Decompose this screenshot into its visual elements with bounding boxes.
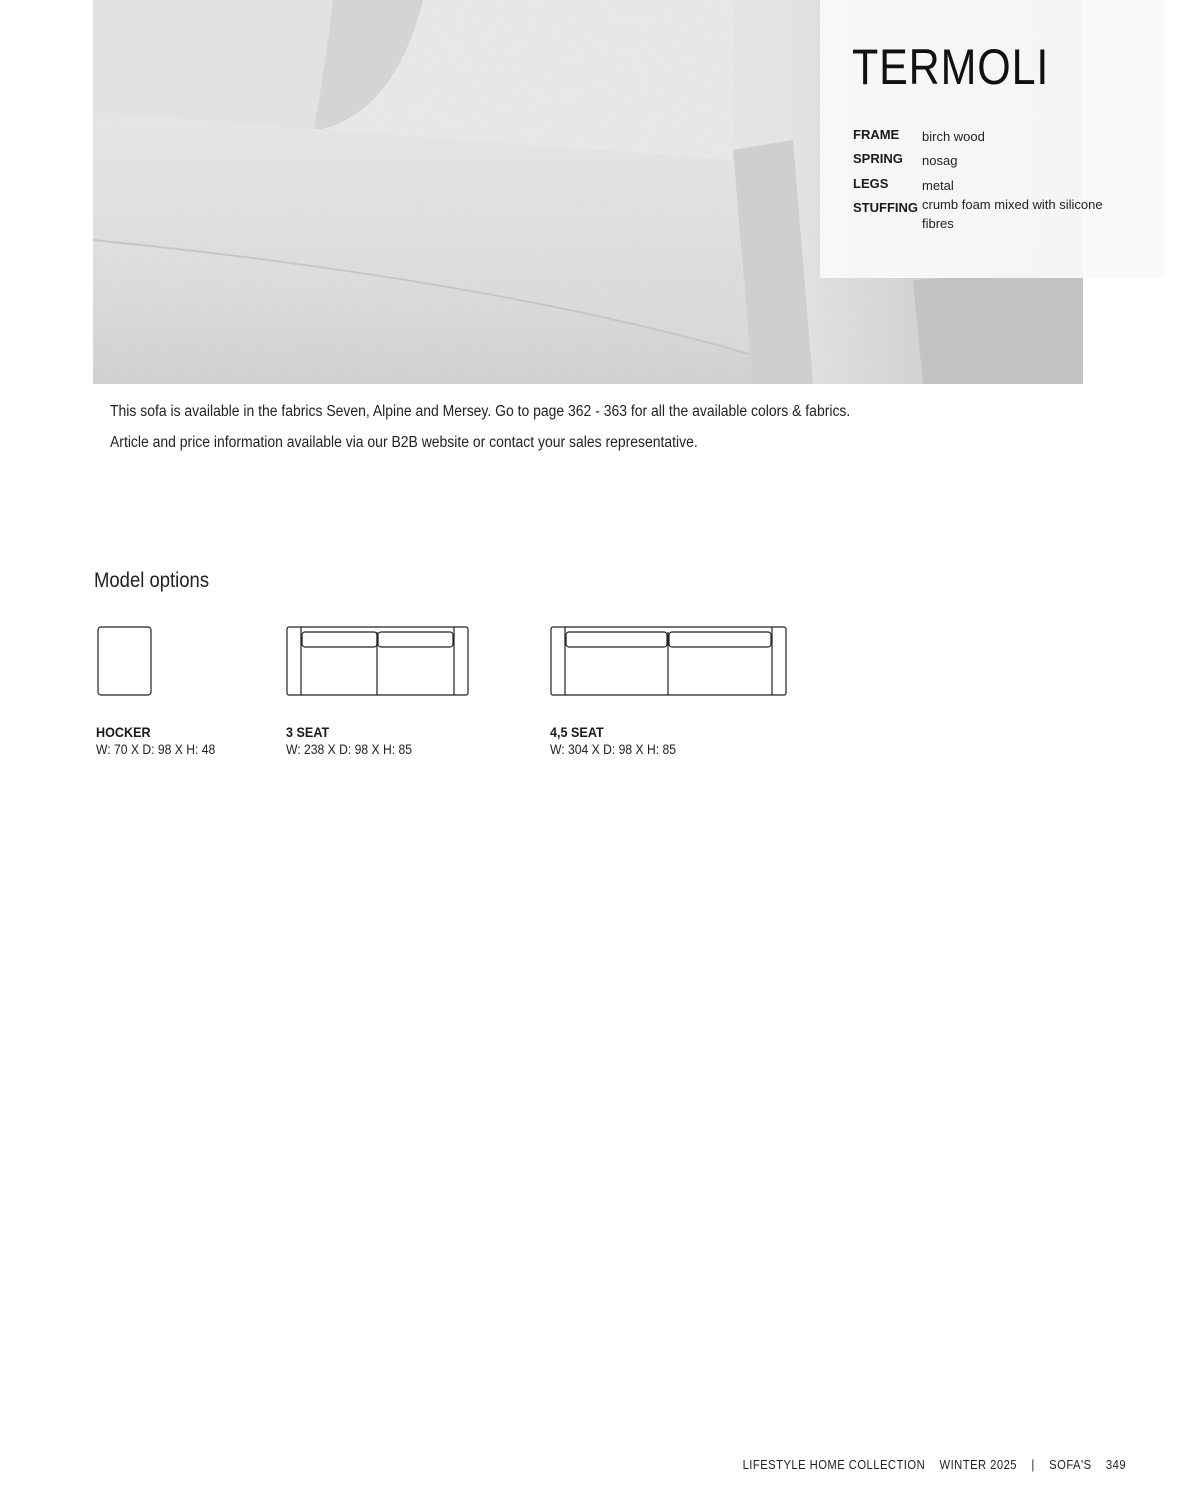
intro-pricing-text: Article and price information available via our B2B website or contact your sales representative. [110,434,698,451]
product-title: TERMOLI [852,39,1050,95]
footer-collection: LIFESTYLE HOME COLLECTION [742,1458,926,1472]
hero-photo [93,0,1103,384]
model-dimensions: W: 304 X D: 98 X H: 85 [550,742,677,757]
page-number: 349 [1105,1458,1126,1472]
model-name: 4,5 SEAT [550,724,604,740]
spec-value: crumb foam mixed with silicone fibres [922,197,1103,231]
spec-key: STUFFING [853,200,918,215]
hocker-diagram [97,626,153,696]
spec-key: LEGS [853,176,889,191]
spec-key: FRAME [853,127,900,142]
page-footer [732,1458,1126,1472]
spec-value: nosag [922,153,958,168]
footer-category: SOFA'S [1049,1458,1092,1472]
spec-key: SPRING [853,151,903,166]
4-5-seat-diagram [550,626,788,696]
footer-separator: | [1031,1458,1035,1472]
model-options-title: Model options [94,569,210,592]
model-dimensions: W: 238 X D: 98 X H: 85 [286,742,413,757]
footer-season: WINTER 2025 [939,1458,1017,1472]
spec-panel [820,0,1164,278]
3-seat-diagram [286,626,470,696]
spec-value: metal [922,178,954,193]
intro-fabrics-text: This sofa is available in the fabrics Seven, Alpine and Mersey. Go to page 362 - 363 for all the available colors & fabrics. [110,403,851,420]
model-dimensions: W: 70 X D: 98 X H: 48 [96,742,216,757]
model-name: HOCKER [96,724,151,740]
model-name: 3 SEAT [286,724,330,740]
spec-value: birch wood [922,129,985,144]
